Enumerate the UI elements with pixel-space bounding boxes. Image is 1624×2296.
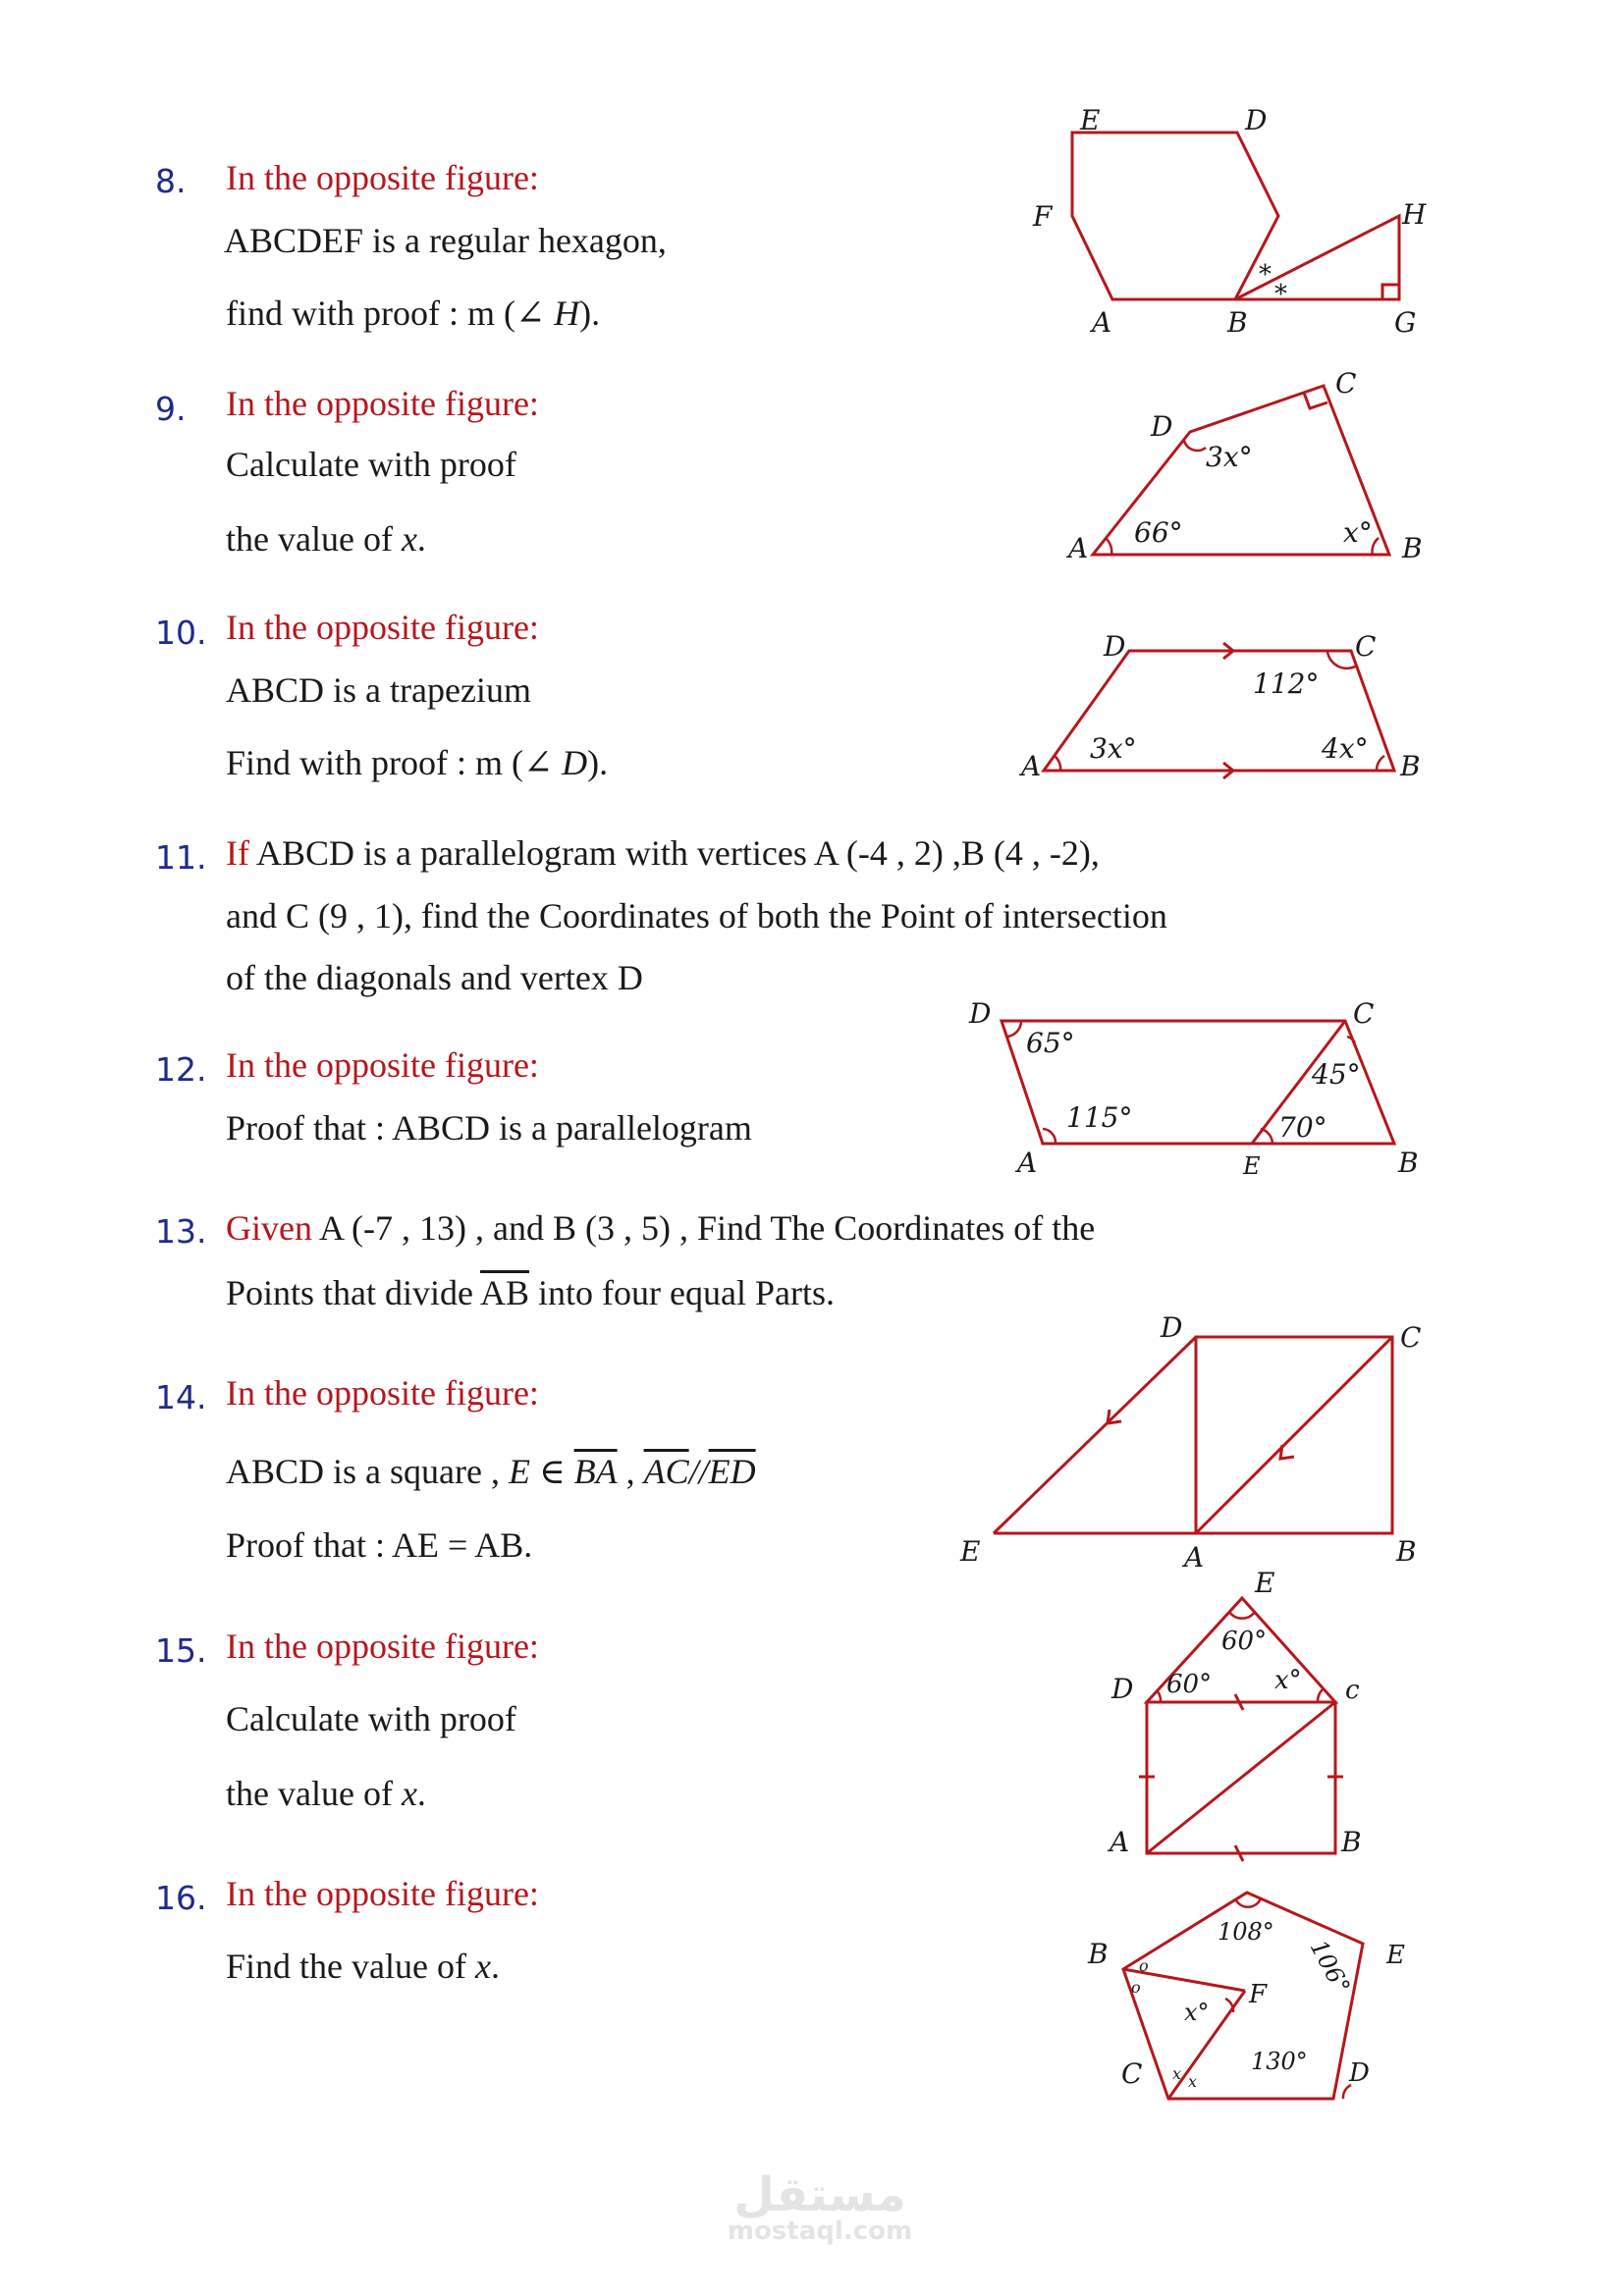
label-B: B (1400, 750, 1421, 782)
label-B: B (1396, 1535, 1417, 1568)
question-number: 9. (155, 390, 187, 428)
figure-12-parallelogram (968, 997, 1419, 1180)
question-line: ABCDEF is a regular hexagon, (224, 221, 667, 260)
figure-9-quadrilateral (1065, 367, 1423, 564)
question-number: 15. (155, 1631, 207, 1670)
angle-mark: * (1274, 280, 1287, 309)
question-number: 16. (155, 1879, 207, 1917)
angle-B: x° (1343, 516, 1373, 549)
question-lead: In the opposite figure: (226, 1874, 539, 1913)
label-A: A (1110, 1826, 1130, 1858)
question-line: ABCD is a trapezium (226, 670, 531, 710)
angle-E: 70° (1278, 1111, 1327, 1144)
angle-A: 3x° (1090, 732, 1137, 765)
question-line: the value of x. (226, 1774, 426, 1813)
question-number: 8. (155, 162, 187, 200)
question-line: Given A (-7 , 13) , and B (3 , 5) , Find The Coordinates of the (226, 1208, 1096, 1248)
label-A: A (1184, 1541, 1205, 1574)
angle-A: 66° (1134, 516, 1183, 549)
question-line: Calculate with proof (226, 445, 516, 484)
angle-mark: o (1131, 1978, 1141, 1997)
angle-130: 130° (1251, 2048, 1308, 2075)
label-D: D (1245, 104, 1268, 136)
figure-15-square-triangle (1107, 1567, 1362, 1861)
question-line: find with proof : m (∠ H). (226, 294, 601, 333)
label-A: A (1092, 306, 1112, 339)
label-C: C (1400, 1321, 1422, 1354)
question-line: ABCD is a square , E ∈ $\overline{BA}$ , $\overline{AC}//\overline{ED}$ (226, 1452, 756, 1491)
watermark-logo (717, 2167, 923, 2246)
label-B: B (1088, 1938, 1109, 1970)
label-E: E (1255, 1567, 1275, 1599)
angle-F: x° (1184, 1999, 1210, 2026)
label-D: D (1111, 1673, 1134, 1705)
label-C: C (1355, 630, 1377, 663)
angle-106: 106° (1304, 1935, 1356, 1999)
label-A: A (1017, 1147, 1038, 1179)
question-line: Find the value of x. (226, 1947, 500, 1986)
label-C: C (1121, 2057, 1143, 2090)
question-number: 13. (155, 1212, 207, 1251)
angle-C: x° (1274, 1666, 1302, 1695)
figure-10-trapezium (1018, 630, 1421, 782)
angle-D: 60° (1166, 1670, 1213, 1699)
label-E: E (960, 1535, 981, 1568)
label-A: A (1021, 750, 1042, 782)
figure-14-square (959, 1311, 1421, 1574)
question-number: 10. (155, 614, 207, 652)
angle-D: 65° (1026, 1027, 1075, 1059)
question-line: Points that divide $\overline{AB}$ into four equal Parts. (226, 1273, 835, 1312)
question-lead: In the opposite figure: (226, 1045, 539, 1085)
label-E: E (1386, 1941, 1405, 1970)
angle-C: 112° (1253, 667, 1320, 700)
figure-8-hexagon (1032, 104, 1427, 339)
label-F: F (1249, 1980, 1268, 2009)
label-D: D (1161, 1311, 1183, 1344)
label-E: E (1080, 104, 1101, 136)
angle-mark: o (1139, 1956, 1149, 1975)
label-B: B (1227, 306, 1248, 339)
question-line: of the diagonals and vertex D (226, 958, 643, 997)
label-D: D (1104, 630, 1126, 663)
question-line: the value of x. (226, 519, 426, 559)
question-lead: In the opposite figure: (226, 384, 539, 423)
label-F: F (1033, 200, 1053, 233)
angle-C: 45° (1312, 1058, 1361, 1091)
label-B: B (1402, 532, 1423, 564)
question-line: Find with proof : m (∠ D). (226, 743, 609, 782)
angle-mark: x (1172, 2064, 1182, 2083)
angle-D: 3x° (1206, 441, 1253, 473)
question-number: 12. (155, 1050, 207, 1089)
watermark-arabic: مستقل (733, 2167, 906, 2222)
label-C: C (1335, 367, 1357, 400)
question-line: If ABCD is a parallelogram with vertices A (-4 , 2) ,B (4 , -2), (226, 833, 1100, 873)
angle-A: 115° (1066, 1101, 1133, 1134)
label-B: B (1398, 1147, 1419, 1179)
question-line: Proof that : AE = AB. (226, 1525, 533, 1565)
angle-E: 60° (1221, 1627, 1268, 1656)
question-line: and C (9 , 1), find the Coordinates of both the Point of intersection (226, 896, 1167, 935)
label-C: C (1353, 997, 1375, 1030)
label-c: c (1345, 1676, 1360, 1705)
question-lead: In the opposite figure: (226, 1627, 539, 1666)
label-D: D (969, 997, 992, 1030)
question-lead: In the opposite figure: (226, 608, 539, 647)
label-H: H (1402, 198, 1427, 231)
question-number: 11. (155, 838, 207, 877)
angle-mark: * (1259, 260, 1272, 290)
watermark-latin: mostaql.com (727, 2216, 913, 2246)
question-lead: In the opposite figure: (226, 1373, 539, 1413)
label-E: E (1243, 1152, 1261, 1180)
question-lead: In the opposite figure: (226, 158, 539, 197)
question-line: Calculate with proof (226, 1699, 516, 1738)
angle-B: 4x° (1322, 732, 1369, 765)
angle-108: 108° (1218, 1918, 1274, 1946)
label-D: D (1349, 2058, 1370, 2088)
angle-mark: x (1188, 2072, 1198, 2091)
label-D: D (1151, 410, 1173, 443)
label-B: B (1341, 1826, 1362, 1858)
label-G: G (1394, 306, 1417, 339)
question-line: Proof that : ABCD is a parallelogram (226, 1108, 752, 1148)
question-number: 14. (155, 1378, 207, 1416)
label-A: A (1068, 532, 1089, 564)
figure-16-pentagon (1087, 1893, 1405, 2099)
